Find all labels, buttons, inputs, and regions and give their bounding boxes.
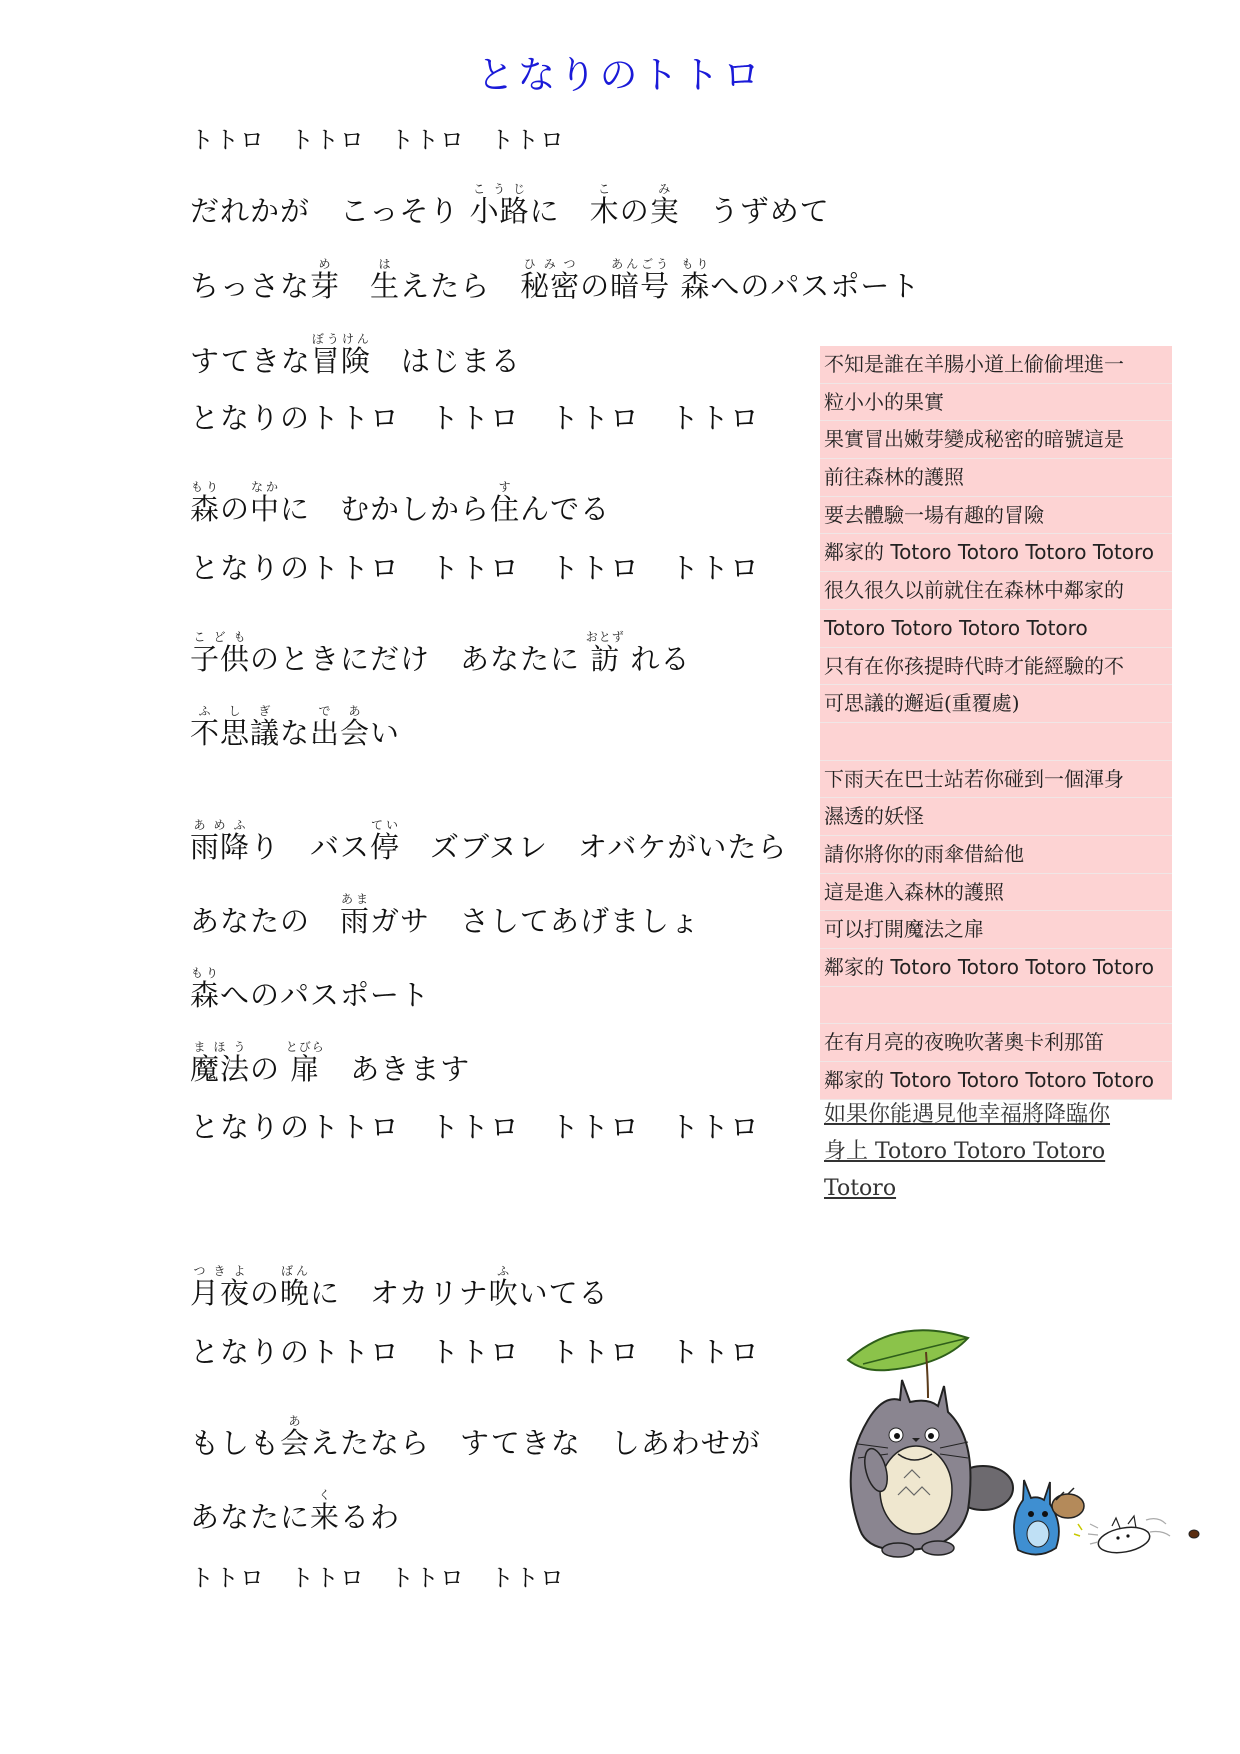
lyric-text: すてきな [190, 344, 311, 378]
translation-line [820, 610, 1172, 648]
translation-totoro: Totoro Totoro Totoro Totoro [890, 540, 1155, 565]
lyric-text: い [370, 716, 401, 750]
lyric-line [190, 332, 521, 379]
ruby-word: 実み [649, 182, 680, 228]
translation-zh: 鄰家的 [824, 540, 891, 565]
acorn-icon [1189, 1530, 1199, 1538]
translation-line: 前往森林的護照 [820, 459, 1172, 497]
lyric-text [340, 269, 370, 303]
ruby-word: 来く [310, 1488, 341, 1534]
lyric-line [190, 122, 565, 158]
ruby-word: 不思議ふしぎ [190, 704, 281, 750]
lyric-text: あきます [320, 1052, 471, 1086]
furigana: ふ [488, 1264, 519, 1278]
furigana: あんごう [610, 257, 671, 271]
ruby-word: 芽め [310, 257, 341, 303]
furigana: く [310, 1488, 341, 1502]
lyric-text: えたなら すてきな しあわせが [310, 1426, 761, 1460]
translation-line: 不知是誰在羊腸小道上偷偷埋進一 [820, 346, 1172, 384]
ruby-word: 小路こうじ [469, 182, 530, 228]
ruby-word: 秘密ひみつ [520, 257, 581, 303]
furigana: ひみつ [520, 257, 581, 271]
footer-line: 如果你能遇見他幸福將降臨你 [824, 1102, 1111, 1127]
furigana: こうじ [469, 182, 530, 196]
lyric-text: はじまる [370, 344, 521, 378]
translation-totoro: Totoro Totoro Totoro Totoro [890, 1068, 1155, 1093]
lyric-line [190, 704, 400, 751]
furigana: ぼうけん [310, 332, 371, 346]
lyric-text: トトロ トトロ トトロ トトロ [190, 126, 565, 154]
lyric-line [190, 550, 760, 586]
ruby-word: 晩ばん [280, 1264, 311, 1310]
translation-line: 下雨天在巴士站若你碰到一個渾身 [820, 761, 1172, 799]
lyric-text: トトロ トトロ トトロ トトロ [190, 1564, 565, 1592]
lyric-text: るわ [340, 1500, 401, 1534]
lyric-text: あなたに [190, 1500, 311, 1534]
furigana: ばん [280, 1264, 311, 1278]
lyric-text: となりのトトロ トトロ トトロ トトロ [190, 1110, 761, 1144]
ruby-word: 出会であ [310, 704, 371, 750]
translation-zh: 鄰家的 [824, 955, 891, 979]
furigana: こ [589, 182, 620, 196]
ruby-word: 森もり [190, 966, 221, 1012]
translation-line: 很久很久以前就住在森林中鄰家的 [820, 572, 1172, 610]
ruby-word: 訪おとず [585, 630, 625, 676]
lyric-text: の [250, 1276, 281, 1310]
lyric-text: となりのトトロ トトロ トトロ トトロ [190, 1335, 761, 1369]
furigana: は [370, 257, 401, 271]
lyric-line [190, 892, 700, 939]
leaf-icon [848, 1330, 968, 1370]
lyric-text: へのパスポート [220, 978, 431, 1012]
translation-totoro: Totoro Totoro Totoro Totoro [890, 955, 1155, 979]
ruby-word: 森もり [680, 257, 711, 303]
translation-line: 粒小小的果實 [820, 384, 1172, 422]
furigana: おとず [585, 630, 625, 644]
furigana: め [310, 257, 341, 271]
lyric-text: ガサ さしてあげましょ [370, 904, 701, 938]
lyric-text: り バス [250, 830, 371, 864]
lyric-text: の [580, 269, 611, 303]
lyric-text: の [250, 1052, 291, 1086]
lyric-line [190, 400, 760, 436]
translation-line: 在有月亮的夜晚吹著奧卡利那笛 [820, 1024, 1172, 1062]
ruby-word: 子供こども [190, 630, 251, 676]
furigana: もり [680, 257, 711, 271]
lyric-line [190, 1040, 470, 1087]
furigana: とびら [285, 1040, 325, 1054]
furigana: つきよ [190, 1264, 251, 1278]
lyric-line [190, 480, 610, 527]
translation-line [820, 723, 1172, 761]
lyric-text: のときにだけ あなたに [250, 642, 591, 676]
translation-line: 可思議的邂逅(重覆處) [820, 685, 1172, 723]
furigana: あめふ [190, 818, 251, 832]
lyric-text: に むかしから [280, 492, 491, 526]
furigana: であ [310, 704, 371, 718]
lyric-text: えたら [400, 269, 521, 303]
furigana: ふしぎ [190, 704, 281, 718]
ruby-word: 月夜つきよ [190, 1264, 251, 1310]
white-totoro-icon [1074, 1516, 1170, 1556]
lyric-line [190, 630, 690, 677]
ruby-word: 魔法まほう [190, 1040, 251, 1086]
lyric-text: ズブヌレ オバケがいたら [400, 830, 788, 864]
ruby-word: 木こ [589, 182, 620, 228]
totoro-illustration [828, 1320, 1210, 1568]
translation-line: 請你將你的雨傘借給他 [820, 836, 1172, 874]
lyric-text: れる [620, 642, 691, 676]
lyric-text: に [529, 194, 590, 228]
translation-line: 可以打開魔法之扉 [820, 911, 1172, 949]
page-title: となりのトトロ [476, 53, 764, 97]
furigana: もり [190, 966, 221, 980]
blue-totoro-icon [1014, 1480, 1084, 1555]
translation-line: 要去體驗一場有趣的冒險 [820, 497, 1172, 535]
lyric-text: へのパスポート [710, 269, 921, 303]
lyric-text: いてる [518, 1276, 609, 1310]
ruby-word: 冒険ぼうけん [310, 332, 371, 378]
big-totoro-icon [851, 1380, 1013, 1557]
ruby-word: 扉とびら [285, 1040, 325, 1086]
lyric-line [190, 257, 920, 304]
lyric-text: の [220, 492, 251, 526]
lyric-text: となりのトトロ トトロ トトロ トトロ [190, 401, 761, 435]
ruby-word: 会あ [280, 1414, 311, 1460]
lyric-line [190, 1109, 760, 1145]
lyric-line [190, 1414, 761, 1461]
ruby-word: 生は [370, 257, 401, 303]
lyric-text: んでる [520, 492, 611, 526]
lyric-line [190, 1264, 609, 1311]
furigana: み [649, 182, 680, 196]
furigana: こども [190, 630, 251, 644]
lyric-line [190, 1488, 400, 1535]
translation-line: 濕透的妖怪 [820, 798, 1172, 836]
ruby-word: 森もり [190, 480, 221, 526]
lyric-text: の [619, 194, 650, 228]
ruby-word: 暗号あんごう [610, 257, 671, 303]
translation-line [820, 1062, 1172, 1100]
ruby-word: 住す [490, 480, 521, 526]
lyric-line [190, 966, 430, 1013]
chinese-translation-block [820, 346, 1172, 1100]
lyric-text: な [280, 716, 311, 750]
lyric-line [190, 182, 830, 229]
furigana: あ [280, 1414, 311, 1428]
translation-line [820, 987, 1172, 1025]
lyric-text: に オカリナ [310, 1276, 489, 1310]
lyric-text: ちっさな [190, 269, 311, 303]
lyric-text: うずめて [679, 194, 830, 228]
ruby-word: 雨あま [340, 892, 371, 938]
translation-line [820, 949, 1172, 987]
furigana: もり [190, 480, 221, 494]
translation-zh: 鄰家的 [824, 1068, 891, 1093]
footer-line: 身上 Totoro Totoro Totoro Totoro [824, 1139, 1106, 1201]
ruby-word: 中なか [250, 480, 281, 526]
lyric-text: あなたの [190, 904, 341, 938]
lyric-text: もしも [190, 1426, 281, 1460]
translation-line: 果實冒出嫩芽變成秘密的暗號這是 [820, 421, 1172, 459]
furigana: てい [370, 818, 401, 832]
lyric-text: だれかが こっそり [190, 194, 470, 228]
ruby-word: 停てい [370, 818, 401, 864]
lyric-line [190, 1560, 565, 1596]
translation-footer [824, 1096, 1164, 1207]
furigana: あま [340, 892, 371, 906]
ruby-word: 雨降あめふ [190, 818, 251, 864]
furigana: す [490, 480, 521, 494]
furigana: まほう [190, 1040, 251, 1054]
lyric-line [190, 1334, 760, 1370]
translation-line: 這是進入森林的護照 [820, 874, 1172, 912]
translation-line [820, 534, 1172, 572]
lyric-line [190, 818, 787, 865]
ruby-word: 吹ふ [488, 1264, 519, 1310]
furigana: なか [250, 480, 281, 494]
translation-totoro: Totoro Totoro Totoro Totoro [824, 615, 1088, 640]
lyric-text [670, 269, 680, 303]
translation-line: 只有在你孩提時代時才能經驗的不 [820, 648, 1172, 686]
lyric-text: となりのトトロ トトロ トトロ トトロ [190, 551, 761, 585]
